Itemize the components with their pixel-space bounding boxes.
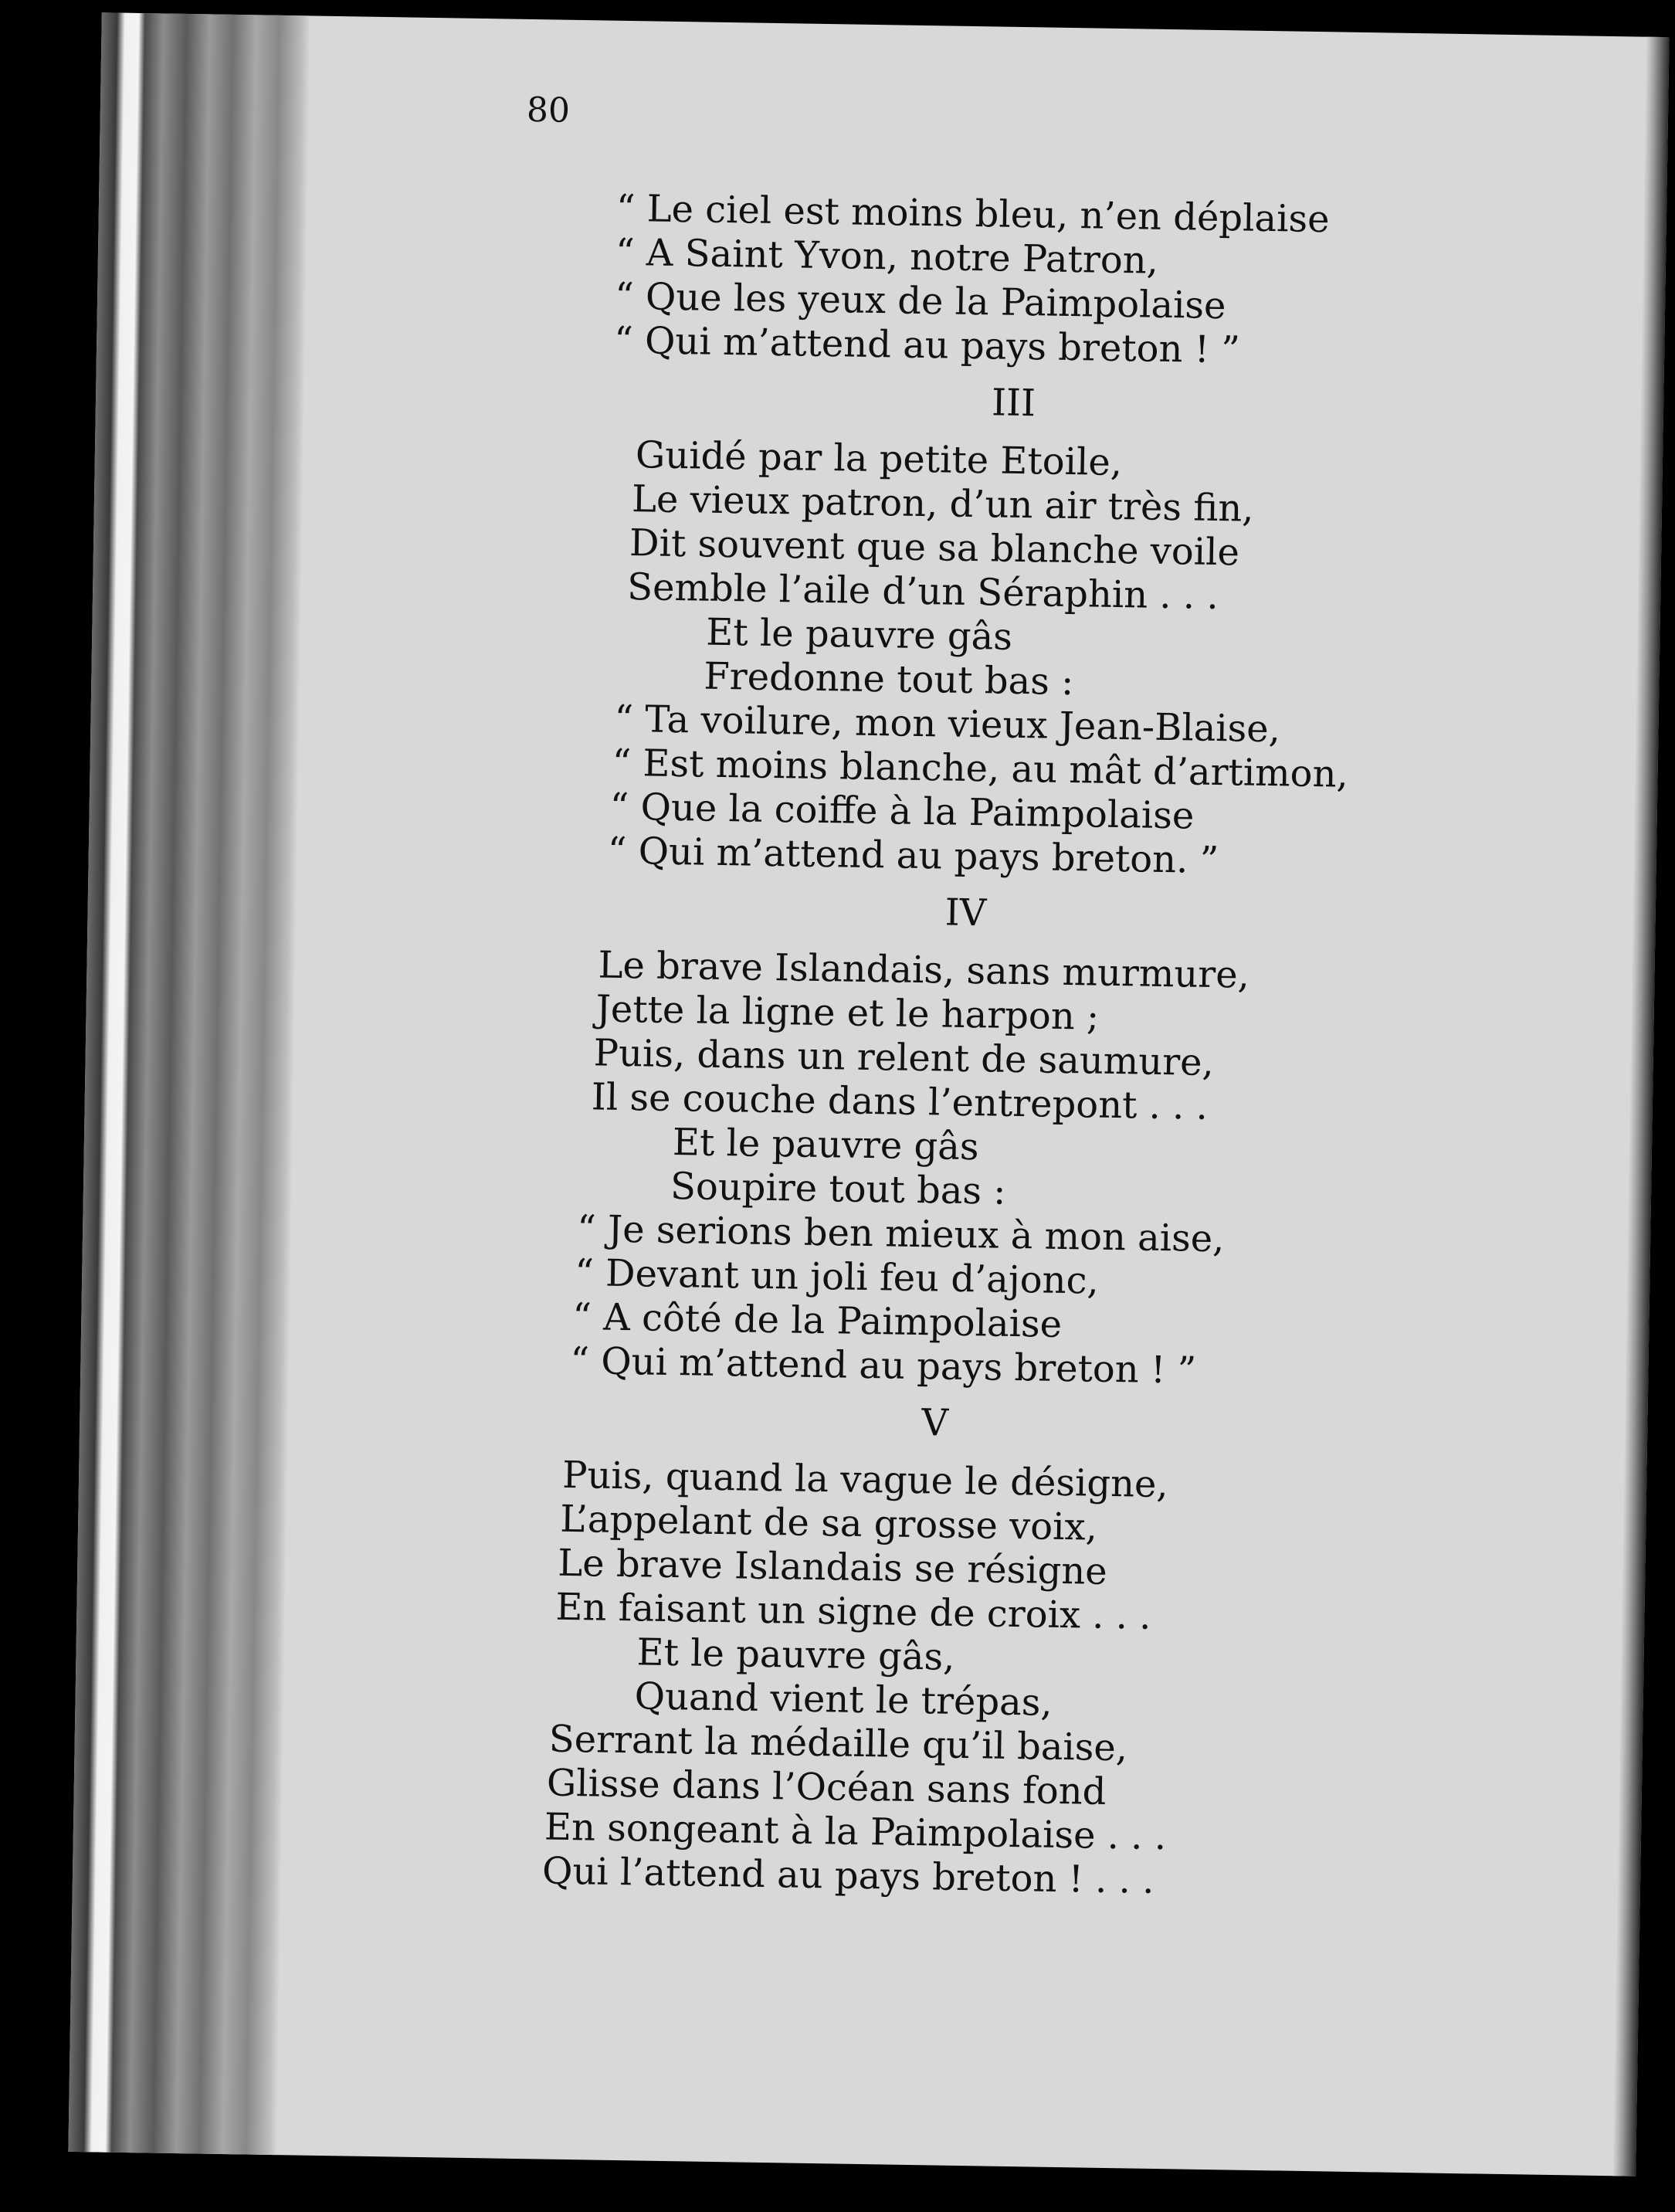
verse-line: “ Que les yeux de la Paimpolaise — [614, 274, 1226, 328]
book-spine — [68, 12, 310, 2155]
stanza-3 — [607, 375, 1555, 888]
poem-text — [541, 186, 1559, 1909]
page-edge — [1612, 37, 1670, 2176]
verse-line: Le vieux patron, d’un air très fin, — [631, 477, 1254, 531]
verse-line: Le brave Islandais, sans murmure, — [598, 943, 1250, 997]
verse-line: Et le pauvre gâs, — [636, 1630, 955, 1679]
verse-line: Et le pauvre gâs — [672, 1121, 979, 1169]
verse-line: Qui l’attend au pays breton ! . . . — [541, 1849, 1155, 1902]
verse-line: Et le pauvre gâs — [705, 610, 1013, 659]
stanza-4 — [570, 886, 1548, 1399]
verse-line: Semble l’aile d’un Séraphin . . . — [626, 565, 1219, 619]
verse-line: Puis, quand la vague le désigne, — [561, 1453, 1169, 1507]
verse-line: En faisant un signe de croix . . . — [555, 1585, 1151, 1638]
verse-line: “ Je serions ben mieux à mon aise, — [576, 1207, 1225, 1261]
verse-line: “ Qui m’attend au pays breton ! ” — [613, 318, 1241, 372]
verse-line: “ Le ciel est moins bleu, n’en déplaise — [615, 186, 1330, 242]
page-number: 80 — [526, 90, 571, 131]
verse-line: Fredonne tout bas : — [704, 654, 1074, 704]
stanza-heading: III — [991, 381, 1036, 426]
stanza-heading: V — [921, 1401, 949, 1445]
stanza-heading: IV — [944, 891, 987, 935]
verse-line: “ A côté de la Paimpolaise — [571, 1295, 1063, 1346]
verse-line: Quand vient le trépas, — [634, 1674, 1053, 1725]
verse-line: Le brave Islandais se résigne — [557, 1541, 1108, 1593]
verse-line: Jette la ligne et le harpon ; — [595, 987, 1100, 1039]
verse-line: “ A Saint Yvon, notre Patron, — [615, 230, 1159, 283]
verse-line: Soupire tout bas : — [670, 1164, 1006, 1213]
verse-line: “ Qui m’attend au pays breton ! ” — [570, 1338, 1197, 1393]
verse-line: Il se couche dans l’entrepont . . . — [591, 1075, 1209, 1128]
verse-line: Puis, dans un relent de saumure, — [593, 1031, 1215, 1085]
verse-line: “ Que la coiffe à la Paimpolaise — [609, 785, 1195, 838]
book-page — [68, 12, 1669, 2176]
verse-line: Glisse dans l’Océan sans fond — [546, 1761, 1107, 1813]
verse-line: “ Devant un joli feu d’ajonc, — [574, 1251, 1100, 1303]
verse-line: Serrant la médaille qu’il baise, — [548, 1717, 1128, 1770]
verse-line: “ Qui m’attend au pays breton. ” — [607, 829, 1219, 883]
verse-line: Guidé par la petite Etoile, — [635, 433, 1123, 485]
verse-line: Dit souvent que sa blanche voile — [629, 521, 1240, 575]
verse-line: “ Est moins blanche, au mât d’artimon, — [612, 741, 1349, 796]
verse-line: En songeant à la Paimpolaise . . . — [544, 1805, 1167, 1859]
stanza-5 — [541, 1396, 1540, 1909]
stanza-2 — [613, 186, 1558, 378]
verse-line: “ Ta voilure, mon vieux Jean-Blaise, — [614, 697, 1281, 751]
verse-line: L’appelant de sa grosse voix, — [559, 1497, 1098, 1549]
